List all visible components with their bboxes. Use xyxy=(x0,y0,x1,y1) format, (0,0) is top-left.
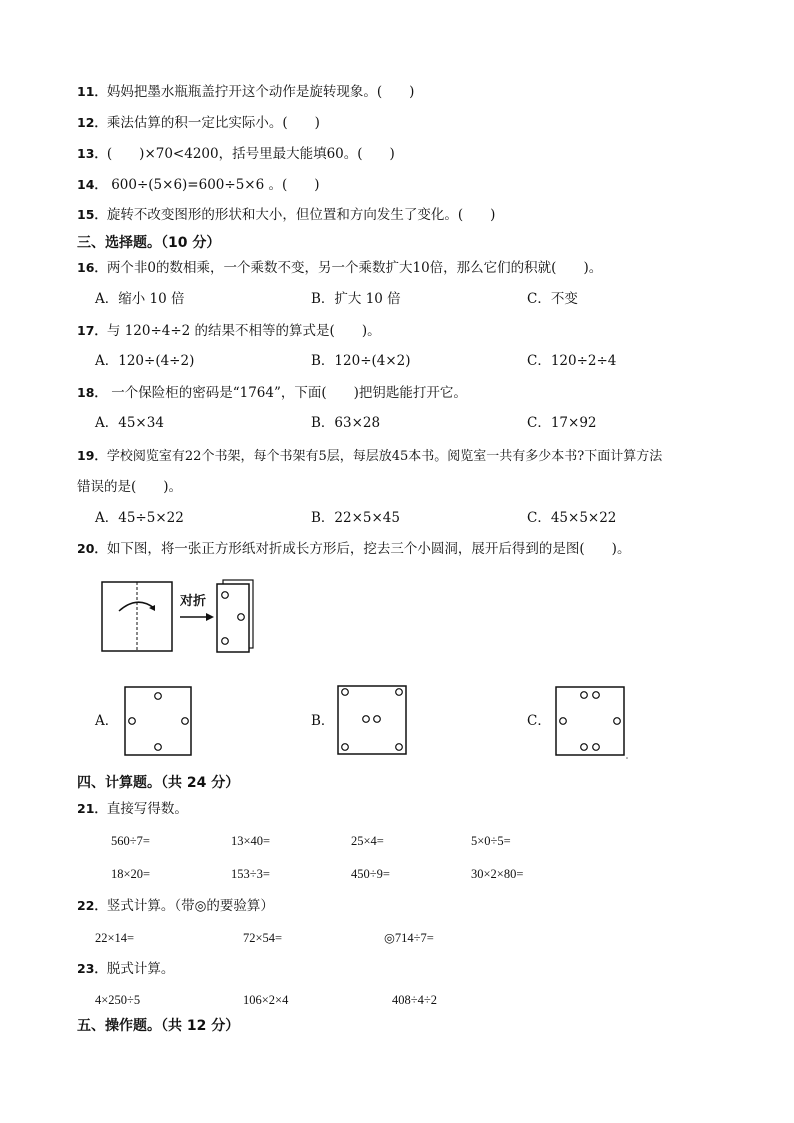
question-15 xyxy=(77,206,495,224)
calc-item: 408÷4÷2 xyxy=(392,993,437,1007)
section-title-operation: 五、操作题。（共 12 分） xyxy=(77,1018,240,1034)
question-19 xyxy=(77,447,662,466)
calc-item: 30×2×80= xyxy=(471,867,524,881)
question-number: 12． xyxy=(77,115,107,130)
hole xyxy=(363,716,370,723)
calc-item: 106×2×4 xyxy=(243,993,289,1007)
question-21 xyxy=(77,800,188,818)
hole xyxy=(581,744,588,751)
calc-item: 13×40= xyxy=(231,834,271,848)
question-14 xyxy=(77,176,320,194)
question-number: 15． xyxy=(77,207,107,222)
question-number: 23． xyxy=(77,961,107,976)
question-number: 11． xyxy=(77,84,107,99)
question-text: 与 120÷4÷2 的结果不相等的算式是( )。 xyxy=(106,323,381,339)
option-c: C．17×92 xyxy=(527,415,597,431)
figure-option-c-label: C． xyxy=(527,713,551,729)
question-number: 20． xyxy=(77,541,107,556)
hole xyxy=(593,692,600,699)
option-c: C．不变 xyxy=(527,291,578,307)
hole xyxy=(155,744,162,751)
question-text: 脱式计算。 xyxy=(106,961,175,977)
hole xyxy=(129,718,136,725)
fold-illustration xyxy=(100,575,260,655)
option-c: C．120÷2÷4 xyxy=(527,353,617,369)
question-text: 一个保险柜的密码是“1764”，下面( )把钥匙能打开它。 xyxy=(106,385,467,401)
hole xyxy=(396,689,403,696)
figure-option-b xyxy=(337,685,409,757)
question-11 xyxy=(77,83,414,101)
option-a: A．缩小 10 倍 xyxy=(95,291,185,307)
question-number: 14． xyxy=(77,177,107,192)
hole xyxy=(374,716,381,723)
question-number: 21． xyxy=(77,801,107,816)
calc-item: 22×14= xyxy=(95,931,135,945)
question-number: 19． xyxy=(77,448,107,463)
hole xyxy=(238,614,245,621)
calc-item: 153÷3= xyxy=(231,867,270,881)
question-text: 乘法估算的积一定比实际小。( ) xyxy=(106,115,320,131)
hole xyxy=(581,692,588,699)
question-text: 妈妈把墨水瓶瓶盖拧开这个动作是旋转现象。( ) xyxy=(106,84,415,100)
question-text: 600÷(5×6)=600÷5×6 。( ) xyxy=(106,177,320,193)
question-17 xyxy=(77,322,381,340)
hole xyxy=(396,744,403,751)
calc-item: 5×0÷5= xyxy=(471,834,511,848)
figure-option-b-label: B． xyxy=(311,713,335,729)
question-16 xyxy=(77,259,602,277)
calc-item: 72×54= xyxy=(243,931,283,945)
question-12 xyxy=(77,114,320,132)
hole xyxy=(222,592,229,599)
section-title-calculation: 四、计算题。（共 24 分） xyxy=(77,775,240,791)
option-a: A．45÷5×22 xyxy=(95,510,184,526)
calc-item: 450÷9= xyxy=(351,867,390,881)
question-number: 17． xyxy=(77,323,107,338)
option-a: A．120÷(4÷2) xyxy=(95,353,195,369)
hole xyxy=(342,744,349,751)
question-text: 如下图，将一张正方形纸对折成长方形后，挖去三个小圆洞，展开后得到的是图( )。 xyxy=(106,541,631,557)
question-text: 旋转不改变图形的形状和大小，但位置和方向发生了变化。( ) xyxy=(106,207,496,223)
figure-option-a xyxy=(124,686,194,758)
calc-item: 18×20= xyxy=(111,867,151,881)
question-text: ( )×70<4200，括号里最大能填60。( ) xyxy=(106,146,395,162)
figure-option-c xyxy=(555,686,629,760)
hole xyxy=(560,718,567,725)
section-title-choice: 三、选择题。（10 分） xyxy=(77,235,221,251)
option-a: A．45×34 xyxy=(95,415,164,431)
question-23 xyxy=(77,960,174,978)
question-13 xyxy=(77,145,395,163)
question-number: 18． xyxy=(77,385,107,400)
hole xyxy=(222,638,229,645)
stray-mark xyxy=(626,757,628,759)
arrow-head xyxy=(206,613,214,621)
fold-label: 对折 xyxy=(180,594,207,609)
question-number: 13． xyxy=(77,146,107,161)
question-text: 直接写得数。 xyxy=(106,801,188,817)
figure-option-a-label: A． xyxy=(95,713,119,729)
option-b: B．120÷(4×2) xyxy=(311,353,411,369)
question-number: 22． xyxy=(77,898,107,913)
option-b: B．63×28 xyxy=(311,415,381,431)
calc-item: 25×4= xyxy=(351,834,384,848)
option-b: B．22×5×45 xyxy=(311,510,400,526)
question-18 xyxy=(77,384,467,402)
question-text: 竖式计算。（带◎的要验算） xyxy=(106,898,274,914)
hole xyxy=(614,718,621,725)
calc-item: ◎714÷7= xyxy=(384,931,434,945)
option-b: B．扩大 10 倍 xyxy=(311,291,401,307)
question-22 xyxy=(77,897,274,915)
calc-item: 4×250÷5 xyxy=(95,993,141,1007)
hole xyxy=(342,689,349,696)
question-number: 16． xyxy=(77,260,107,275)
calc-item: 560÷7= xyxy=(111,834,150,848)
option-c: C．45×5×22 xyxy=(527,510,617,526)
question-19-continued: 错误的是( )。 xyxy=(77,479,183,495)
hole xyxy=(593,744,600,751)
hole xyxy=(182,718,189,725)
question-text: 两个非0的数相乘，一个乘数不变，另一个乘数扩大10倍，那么它们的积就( )。 xyxy=(106,260,603,276)
hole xyxy=(155,693,162,700)
question-20 xyxy=(77,540,630,558)
question-text: 学校阅览室有22个书架，每个书架有5层，每层放45本书。阅览室一共有多少本书?下面计算方法 xyxy=(106,449,663,464)
